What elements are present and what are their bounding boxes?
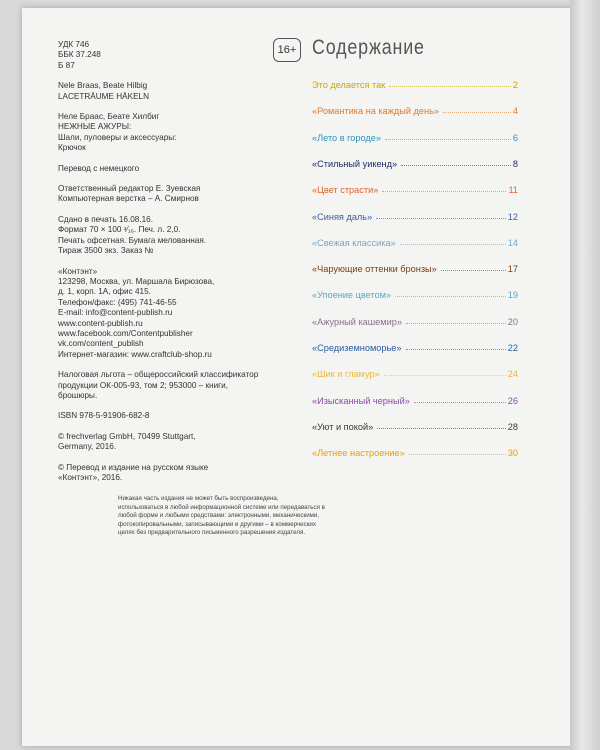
tax-block xyxy=(58,370,308,401)
toc-entry-title: «Синяя даль» xyxy=(312,211,373,222)
credits-block xyxy=(58,184,308,205)
title-original: LACETRÄUME HÄKELN xyxy=(58,91,149,101)
print-date: Сдано в печать 16.08.16. xyxy=(58,214,154,224)
toc-entry-page: 26 xyxy=(507,395,518,406)
toc-entry-title: «Летнее настроение» xyxy=(312,448,405,459)
bbk: ББК 37.248 xyxy=(58,50,101,60)
toc-entry-title: «Стильный уикенд» xyxy=(312,158,398,169)
toc-entry-page: 2 xyxy=(512,80,518,90)
subtitle-ru: Шали, пуловеры и аксессуары: xyxy=(58,132,177,142)
copyright-original xyxy=(58,432,308,453)
toc-entry-title: «Уют и покой» xyxy=(312,421,374,432)
toc-leader-dots xyxy=(401,165,511,166)
toc-leader-dots xyxy=(414,402,506,403)
toc-entry[interactable] xyxy=(312,129,518,143)
classification-block xyxy=(58,40,308,71)
toc-entry-title: «Шик и гламур» xyxy=(312,369,380,380)
tax-line-1: Налоговая льгота – общероссийский классификатор xyxy=(58,370,259,380)
translation: Перевод с немецкого xyxy=(58,163,140,173)
tax-line-3: брошюры. xyxy=(58,390,98,400)
print-block xyxy=(58,215,308,257)
toc-leader-dots xyxy=(443,112,511,113)
toc-entry-title: «Упоение цветом» xyxy=(312,290,392,301)
toc-entry-page: 4 xyxy=(512,106,518,117)
tax-line-2: продукции ОК-005-93, том 2; 953000 – книги, xyxy=(58,380,228,390)
toc-entry-title: «Романтика на каждый день» xyxy=(312,106,439,117)
original-title-block xyxy=(58,81,308,102)
address-line-2: д. 1, корп. 1А, офис 415. xyxy=(58,287,151,297)
toc-entry[interactable] xyxy=(312,76,518,90)
toc-entry[interactable] xyxy=(312,234,518,248)
toc-entry[interactable] xyxy=(312,392,518,406)
legal-disclaimer xyxy=(118,495,343,538)
page-fold xyxy=(570,0,600,750)
publisher: «Контэнт» xyxy=(58,266,98,276)
print-run: Тираж 3500 экз. Заказ № xyxy=(58,246,154,256)
authors-original: Nele Braas, Beate Hilbig xyxy=(58,81,148,91)
publisher-block xyxy=(58,267,308,361)
toc-entry[interactable] xyxy=(312,260,518,274)
authors-ru: Неле Браас, Беате Хилбиг xyxy=(58,112,160,122)
toc-entry-title: «Цвет страсти» xyxy=(312,185,379,196)
toc-leader-dots xyxy=(441,270,506,271)
toc-entry[interactable] xyxy=(312,286,518,300)
toc-entry-title: «Лето в городе» xyxy=(312,132,381,143)
toc-leader-dots xyxy=(389,86,511,87)
toc-entry[interactable] xyxy=(312,155,518,169)
copyright-russian-line-2: «Контэнт», 2016. xyxy=(58,473,123,482)
toc-leader-dots xyxy=(376,218,506,219)
layout-credit: Компьютерная верстка – А. Смирнов xyxy=(58,194,199,204)
toc-leader-dots xyxy=(384,375,506,376)
toc-entry-title: Это делается так xyxy=(312,80,386,90)
toc-entry[interactable] xyxy=(312,313,518,327)
copyright-russian xyxy=(58,463,308,484)
toc-leader-dots xyxy=(382,191,506,192)
vk: vk.com/content_publish xyxy=(58,339,144,349)
subtitle2-ru: Крючок xyxy=(58,143,86,153)
translation-block xyxy=(58,164,308,174)
toc-entry[interactable] xyxy=(312,181,518,195)
toc-leader-dots xyxy=(406,349,506,350)
toc-leader-dots xyxy=(395,296,506,297)
toc-entry-page: 14 xyxy=(507,237,518,248)
udk: УДК 746 xyxy=(58,40,90,49)
toc-entry-title: «Средиземноморье» xyxy=(312,343,402,353)
toc-leader-dots xyxy=(406,323,506,324)
toc-entry[interactable] xyxy=(312,102,518,116)
age-rating-badge: 16+ xyxy=(273,38,301,62)
toc-entry-page: 30 xyxy=(507,448,518,459)
code: Б 87 xyxy=(58,60,75,70)
shop: Интернет-магазин: www.craftclub-shop.ru xyxy=(58,349,212,359)
toc-leader-dots xyxy=(377,428,506,429)
toc-entry-page: 20 xyxy=(507,316,518,327)
editor: Ответственный редактор Е. Зуевская xyxy=(58,184,201,194)
toc-entry[interactable] xyxy=(312,444,518,458)
toc-entry-title: «Чарующие оттенки бронзы» xyxy=(312,264,437,275)
copyright-original-line-2: Germany, 2016. xyxy=(58,442,117,452)
toc-entry-page: 22 xyxy=(507,343,518,353)
format: Формат 70 × 100 ¹⁄₁₆. Печ. л. 2,0. xyxy=(58,225,181,235)
address-line-1: 123298, Москва, ул. Маршала Бирюзова, xyxy=(58,276,215,286)
toc-entry-title: «Ажурный кашемир» xyxy=(312,316,402,327)
toc-entry-page: 24 xyxy=(507,369,518,380)
phone: Телефон/факс: (495) 741-46-55 xyxy=(58,297,177,307)
toc-leader-dots xyxy=(409,454,506,455)
isbn: ISBN 978-5-91906-682-8 xyxy=(58,411,150,421)
toc-entry-page: 19 xyxy=(507,290,518,301)
toc-entry[interactable] xyxy=(312,339,518,353)
toc-entry-page: 6 xyxy=(512,132,518,143)
toc-entry-page: 8 xyxy=(512,158,518,169)
disclaimer-line: любой форме и любыми средствами: электронными, механическими, xyxy=(118,512,320,520)
disclaimer-line: целях без предварительного письменного разрешения издателя. xyxy=(118,529,306,537)
toc-entry-title: «Свежая классика» xyxy=(312,237,396,248)
russian-title-block xyxy=(58,112,308,154)
toc-entry-page: 28 xyxy=(507,421,518,432)
disclaimer-line: Никакая часть издания не может быть воспроизведена, xyxy=(118,495,279,502)
disclaimer-line: использоваться в любой информационной системе или передаваться в xyxy=(118,503,325,511)
toc-entry[interactable] xyxy=(312,365,518,379)
print-type: Печать офсетная. Бумага мелованная. xyxy=(58,235,207,245)
email: E-mail: info@content-publish.ru xyxy=(58,308,173,318)
facebook: www.facebook.com/Contentpublisher xyxy=(58,328,193,338)
website: www.content-publish.ru xyxy=(58,318,143,328)
toc-entry-page: 12 xyxy=(507,211,518,222)
copyright-original-line-1: © frechverlag GmbH, 70499 Stuttgart, xyxy=(58,431,196,441)
imprint xyxy=(58,40,308,493)
toc-entry-page: 17 xyxy=(507,264,518,275)
toc-leader-dots xyxy=(385,139,511,140)
title-ru: НЕЖНЫЕ АЖУРЫ: xyxy=(58,122,132,132)
toc-entry-page: 11 xyxy=(508,185,518,196)
toc-entry[interactable] xyxy=(312,418,518,432)
isbn-block xyxy=(58,411,308,421)
copyright-russian-line-1: © Перевод и издание на русском языке xyxy=(58,462,209,472)
toc-entry[interactable] xyxy=(312,208,518,222)
toc-title: Содержание xyxy=(312,36,425,59)
disclaimer-line: фотокопировальными, записывающими и другими – в коммерческих xyxy=(118,520,316,528)
toc-leader-dots xyxy=(400,244,506,245)
toc-entry-title: «Изысканный черный» xyxy=(312,395,410,406)
